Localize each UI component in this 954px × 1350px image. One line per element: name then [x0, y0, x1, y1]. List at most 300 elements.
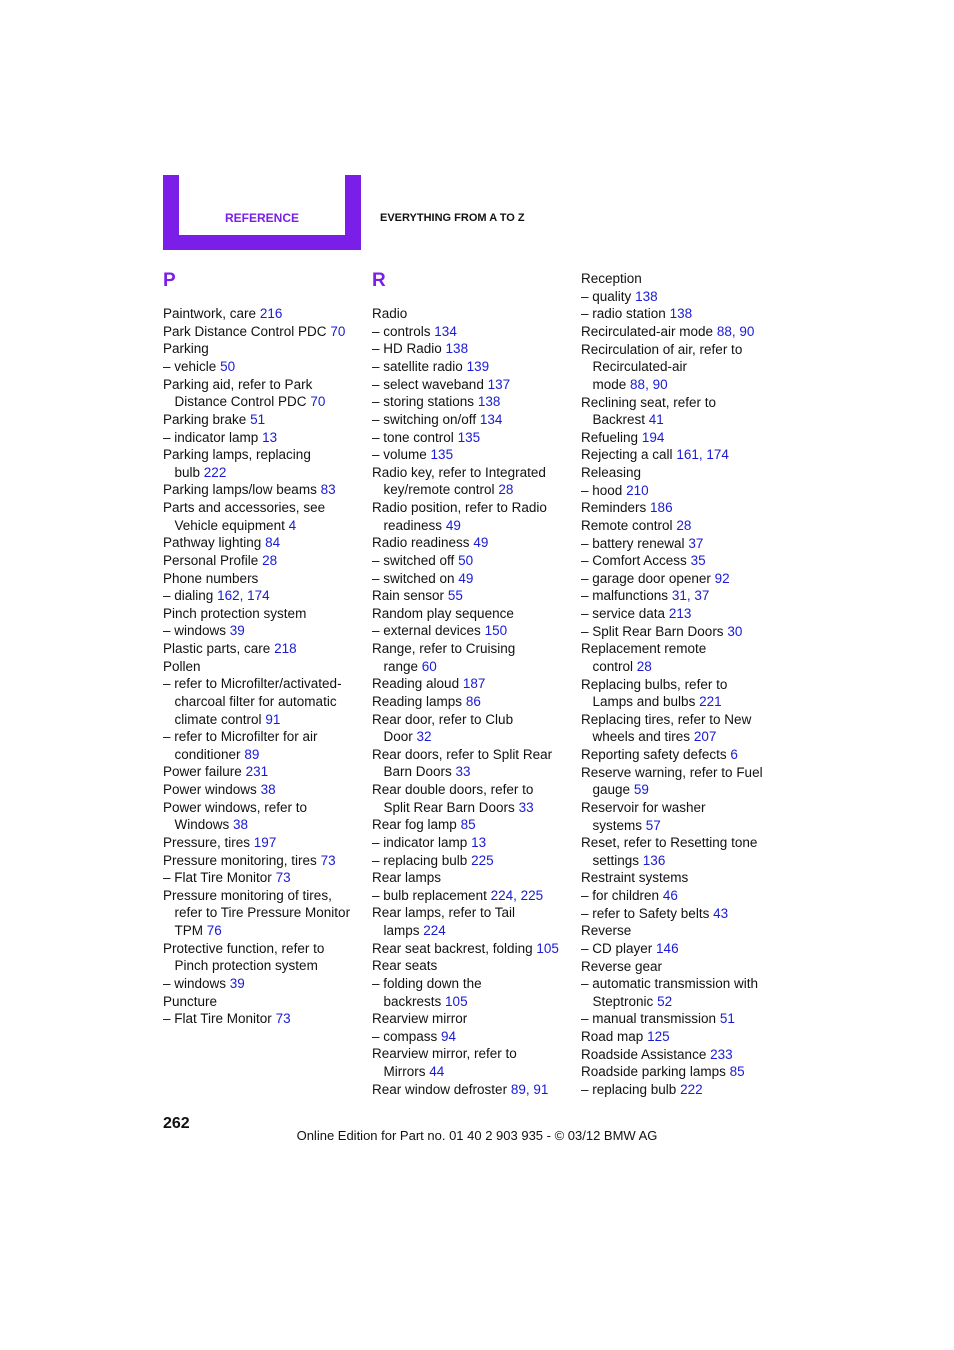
entry-text: Reminders	[581, 500, 647, 516]
entry-text: – satellite radio	[372, 359, 463, 375]
entry-text: – compass	[372, 1028, 438, 1044]
page-ref-link[interactable]: 225	[471, 852, 494, 868]
entry-text: Rear lamps, refer to Tail	[372, 905, 516, 921]
page-ref-link[interactable]: 50	[458, 552, 474, 568]
page-ref-link[interactable]: 224, 225	[490, 887, 544, 903]
entry-text: Rear seat backrest, folding	[372, 940, 533, 956]
entry-text: – switched on	[372, 570, 455, 586]
section-tab	[163, 175, 361, 250]
entry-text: Parts and accessories, see	[163, 500, 326, 516]
entry-text: Power windows	[163, 782, 257, 798]
page-ref-link[interactable]: 49	[445, 517, 461, 533]
page-ref-link[interactable]: 92	[714, 570, 730, 586]
page-ref-link[interactable]: 32	[416, 729, 432, 745]
index-line	[581, 482, 786, 500]
entry-text: Releasing	[581, 465, 642, 481]
entry-text: – switched off	[372, 552, 455, 568]
footer-text: Online Edition for Part no. 01 40 2 903 935 - © 03/12 BMW AG	[296, 1128, 658, 1143]
entry-text: Rear fog lamp	[372, 817, 457, 833]
page-ref-link[interactable]: 39	[229, 975, 245, 991]
index-line	[163, 693, 368, 711]
entry-text: Protective function, refer to	[163, 940, 325, 956]
index-line	[372, 781, 577, 799]
page-ref-link[interactable]: 138	[669, 306, 693, 322]
index-line	[163, 675, 368, 693]
index-line	[163, 852, 368, 870]
page-ref-link[interactable]: 222	[680, 1081, 703, 1097]
index-line	[372, 340, 577, 358]
index-line	[581, 993, 786, 1011]
entry-text: Reservoir for washer	[581, 799, 706, 815]
page-ref-link[interactable]: 218	[274, 641, 297, 657]
page-ref-link[interactable]: 210	[626, 482, 649, 498]
index-line	[581, 764, 786, 782]
index-line	[372, 605, 577, 623]
entry-text: – windows	[163, 975, 227, 991]
index-line	[581, 1081, 786, 1099]
page-ref-link[interactable]: 46	[662, 888, 678, 904]
page-ref-link[interactable]: 105	[445, 993, 468, 1009]
page-ref-link[interactable]: 13	[262, 429, 278, 445]
entry-text: – manual transmission	[581, 1011, 717, 1027]
index-line	[581, 288, 786, 306]
index-line	[581, 728, 786, 746]
entry-text: Power failure	[163, 764, 242, 780]
index-line	[581, 411, 786, 429]
page-ref-link[interactable]: 125	[647, 1029, 670, 1045]
entry-text: – select waveband	[372, 376, 484, 392]
index-line	[581, 305, 786, 323]
entry-text: Parking brake	[163, 411, 247, 427]
entry-text: Paintwork, care	[163, 306, 257, 322]
index-line	[372, 534, 577, 552]
page-ref-link[interactable]: 30	[727, 623, 743, 639]
entry-text: Recirculated-air	[592, 359, 688, 375]
index-line	[372, 852, 577, 870]
page-ref-link[interactable]: 231	[245, 764, 269, 780]
entry-text: – Flat Tire Monitor	[163, 1011, 272, 1027]
page-ref-link[interactable]: 138	[445, 341, 469, 357]
page-ref-link[interactable]: 91	[265, 711, 281, 727]
page-ref-link[interactable]: 88, 90	[630, 376, 668, 392]
index-line	[581, 499, 786, 517]
page-ref-link[interactable]: 28	[498, 482, 514, 498]
entry-text: Reception	[581, 271, 642, 287]
index-line	[163, 887, 368, 905]
index-line	[581, 270, 786, 288]
index-line	[163, 587, 368, 605]
entry-text: Range, refer to Cruising	[372, 641, 516, 657]
page-ref-link[interactable]: 13	[471, 834, 487, 850]
entry-text: Lamps and bulbs	[592, 694, 696, 710]
page-ref-link[interactable]: 50	[220, 359, 236, 375]
page-ref-link[interactable]: 70	[330, 323, 346, 339]
page-ref-link[interactable]: 146	[656, 940, 679, 956]
index-line	[372, 1028, 577, 1046]
index-line	[581, 464, 786, 482]
page-ref-link[interactable]: 139	[466, 359, 490, 375]
entry-text: conditioner	[174, 746, 241, 762]
entry-text: Backrest	[592, 412, 646, 428]
entry-text: Rear seats	[372, 958, 438, 974]
page-ref-link[interactable]: 73	[320, 852, 336, 868]
page-ref-link[interactable]: 137	[487, 376, 511, 392]
page-ref-link[interactable]: 44	[429, 1064, 445, 1080]
entry-text: Rearview mirror, refer to	[372, 1046, 517, 1062]
page-ref-link[interactable]: 197	[253, 834, 277, 850]
page-ref-link[interactable]: 55	[447, 588, 463, 604]
entry-text: bulb	[174, 464, 201, 480]
page-ref-link[interactable]: 49	[458, 570, 474, 586]
index-line	[581, 817, 786, 835]
entry-text: Reserve warning, refer to Fuel	[581, 764, 763, 780]
page-ref-link[interactable]: 4	[288, 517, 297, 533]
index-line	[372, 834, 577, 852]
page-ref-link[interactable]: 86	[465, 693, 481, 709]
index-line	[163, 957, 368, 975]
entry-text: Replacing tires, refer to New	[581, 711, 752, 727]
index-line	[581, 323, 786, 341]
entry-text: Plastic parts, care	[163, 641, 271, 657]
index-line	[163, 746, 368, 764]
page-ref-link[interactable]: 38	[233, 817, 249, 833]
index-line	[163, 816, 368, 834]
page-ref-link[interactable]: 187	[462, 676, 486, 692]
entry-text: – bulb replacement	[372, 887, 487, 903]
page-ref-link[interactable]: 59	[633, 782, 649, 798]
page-ref-link[interactable]: 76	[206, 923, 222, 939]
entry-text: – controls	[372, 323, 431, 339]
entry-text: Radio position, refer to Radio	[372, 500, 547, 516]
entry-text: – Comfort Access	[581, 553, 687, 569]
index-line	[581, 429, 786, 447]
entry-text: Random play sequence	[372, 605, 514, 621]
page-ref-link[interactable]: 52	[657, 993, 673, 1009]
index-line	[372, 763, 577, 781]
entry-text: Roadside Assistance	[581, 1046, 707, 1062]
index-line	[581, 869, 786, 887]
page-ref-link[interactable]: 224	[423, 923, 446, 939]
page-ref-link[interactable]: 37	[688, 535, 704, 551]
entry-text: Reverse	[581, 923, 632, 939]
page-ref-link[interactable]: 28	[262, 552, 278, 568]
entry-text: Replacing bulbs, refer to	[581, 676, 728, 692]
index-line	[372, 993, 577, 1011]
index-line	[581, 376, 786, 394]
page-number: 262	[163, 1115, 190, 1132]
page-ref-link[interactable]: 28	[636, 658, 652, 674]
entry-text: Pollen	[163, 658, 201, 674]
index-line	[163, 534, 368, 552]
index-line	[372, 887, 577, 905]
page-ref-link[interactable]: 162, 174	[217, 588, 270, 604]
entry-text: Pressure, tires	[163, 834, 251, 850]
entry-text: lamps	[383, 923, 420, 939]
index-line	[163, 658, 368, 676]
entry-text: Pressure monitoring of tires,	[163, 887, 332, 903]
entry-text: range	[383, 658, 419, 674]
index-line	[581, 852, 786, 870]
page-ref-link[interactable]: 136	[642, 852, 666, 868]
index-column-3	[581, 270, 786, 1098]
entry-text: Phone numbers	[163, 570, 259, 586]
index-line	[163, 411, 368, 429]
index-line	[581, 975, 786, 993]
index-line	[163, 517, 368, 535]
entry-text: – quality	[581, 288, 632, 304]
index-line	[372, 1081, 577, 1099]
index-line	[581, 799, 786, 817]
page-ref-link[interactable]: 49	[473, 535, 489, 551]
section-label: REFERENCE	[224, 211, 299, 225]
index-line	[372, 869, 577, 887]
entry-text: – refer to Microfilter for air	[163, 729, 318, 745]
index-line	[581, 623, 786, 641]
index-line	[372, 975, 577, 993]
page-ref-link[interactable]: 28	[676, 517, 692, 533]
index-line	[581, 535, 786, 553]
index-line	[581, 922, 786, 940]
index-line	[581, 940, 786, 958]
index-line	[163, 552, 368, 570]
index-line	[581, 958, 786, 976]
index-line	[581, 517, 786, 535]
index-line	[372, 393, 577, 411]
entry-text: Rear lamps	[372, 870, 442, 886]
page-ref-link[interactable]: 186	[650, 500, 673, 516]
page-ref-link[interactable]: 194	[641, 429, 665, 445]
entry-text: Parking lamps, replacing	[163, 447, 311, 463]
index-line	[372, 376, 577, 394]
index-line	[163, 323, 368, 341]
index-line	[581, 358, 786, 376]
index-line	[372, 1045, 577, 1063]
index-line	[372, 728, 577, 746]
entry-text: gauge	[592, 782, 631, 798]
index-line	[163, 993, 368, 1011]
entry-text: Pinch protection system	[163, 605, 307, 621]
entry-text: Radio readiness	[372, 535, 470, 551]
page-ref-link[interactable]: 41	[648, 412, 664, 428]
page-ref-link[interactable]: 70	[310, 394, 326, 410]
index-line	[581, 711, 786, 729]
page-ref-link[interactable]: 89	[244, 746, 260, 762]
page-ref-link[interactable]: 105	[536, 940, 559, 956]
page-ref-link[interactable]: 51	[250, 411, 266, 427]
index-line	[163, 464, 368, 482]
page-ref-link[interactable]: 6	[730, 747, 738, 763]
page-ref-link[interactable]: 135	[430, 447, 454, 463]
entry-text: Replacement remote	[581, 641, 707, 657]
index-line	[372, 499, 577, 517]
page-ref-link[interactable]: 213	[668, 606, 692, 622]
entry-text: Refueling	[581, 429, 639, 445]
index-line	[372, 358, 577, 376]
index-line	[163, 393, 368, 411]
index-line	[163, 622, 368, 640]
entry-text: – refer to Microfilter/activated-	[163, 676, 342, 692]
index-line	[581, 676, 786, 694]
entry-text: Pathway lighting	[163, 535, 262, 551]
index-line	[581, 552, 786, 570]
page-ref-link[interactable]: 94	[441, 1028, 457, 1044]
entry-text: – CD player	[581, 940, 653, 956]
page-ref-link[interactable]: 60	[421, 658, 437, 674]
index-line	[163, 922, 368, 940]
index-line	[163, 904, 368, 922]
entry-text: – radio station	[581, 306, 666, 322]
page-ref-link[interactable]: 135	[457, 429, 481, 445]
entry-text: – switching on/off	[372, 411, 477, 427]
entry-text: Windows	[174, 817, 230, 833]
index-line	[372, 552, 577, 570]
entry-text: – indicator lamp	[372, 834, 468, 850]
entry-text: – for children	[581, 888, 660, 904]
entry-text: wheels and tires	[592, 729, 691, 745]
page-ref-link[interactable]: 150	[484, 623, 508, 639]
page-ref-link[interactable]: 221	[699, 694, 722, 710]
page-ref-link[interactable]: 85	[729, 1064, 745, 1080]
entry-text: Power windows, refer to	[163, 799, 308, 815]
index-line	[581, 394, 786, 412]
entry-text: Radio	[372, 306, 408, 322]
entry-text: Rejecting a call	[581, 447, 673, 463]
entry-text: Steptronic	[592, 993, 654, 1009]
entry-text: Barn Doors	[383, 764, 452, 780]
index-line	[581, 1010, 786, 1028]
index-line	[163, 781, 368, 799]
page-ref-link[interactable]: 35	[690, 553, 706, 569]
page-ref-link[interactable]: 73	[275, 870, 291, 886]
entry-text: – windows	[163, 623, 227, 639]
entry-text: key/remote control	[383, 482, 495, 498]
entry-text: Rearview mirror	[372, 1011, 468, 1027]
entry-text: – volume	[372, 447, 427, 463]
index-line	[163, 570, 368, 588]
entry-text: – vehicle	[163, 359, 217, 375]
index-column-2	[372, 305, 577, 1098]
index-line	[163, 481, 368, 499]
page-ref-link[interactable]: 39	[229, 623, 245, 639]
entry-text: Recirculated-air mode	[581, 324, 714, 340]
entry-text: Rear double doors, refer to	[372, 782, 534, 798]
index-line	[163, 763, 368, 781]
entry-text: – garage door opener	[581, 570, 711, 586]
index-line	[581, 693, 786, 711]
index-line	[163, 499, 368, 517]
page-ref-link[interactable]: 57	[645, 817, 661, 833]
page-ref-link[interactable]: 138	[635, 288, 658, 304]
entry-text: – Flat Tire Monitor	[163, 870, 272, 886]
index-line	[372, 904, 577, 922]
index-line	[163, 834, 368, 852]
page-ref-link[interactable]: 233	[710, 1046, 733, 1062]
index-line	[372, 799, 577, 817]
index-line	[581, 1046, 786, 1064]
index-line	[581, 658, 786, 676]
entry-text: mode	[592, 376, 627, 392]
entry-text: Split Rear Barn Doors	[383, 799, 515, 815]
index-line	[163, 640, 368, 658]
index-line	[372, 816, 577, 834]
index-line	[372, 640, 577, 658]
entry-text: – storing stations	[372, 394, 475, 410]
index-line	[581, 1063, 786, 1081]
page-ref-link[interactable]: 51	[719, 1011, 735, 1027]
index-line	[581, 341, 786, 359]
page-ref-link[interactable]: 222	[203, 464, 227, 480]
entry-text: Recirculation of air, refer to	[581, 341, 743, 357]
entry-text: – dialing	[163, 588, 214, 604]
page-ref-link[interactable]: 207	[693, 729, 717, 745]
index-line	[372, 940, 577, 958]
index-line	[163, 711, 368, 729]
page-ref-link[interactable]: 138	[477, 394, 501, 410]
page-ref-link[interactable]: 84	[265, 535, 281, 551]
index-line	[372, 481, 577, 499]
page-ref-link[interactable]: 31, 37	[671, 588, 710, 604]
page-ref-link[interactable]: 88, 90	[716, 324, 755, 340]
index-line	[581, 746, 786, 764]
index-line	[372, 1063, 577, 1081]
index-line	[581, 570, 786, 588]
index-line	[372, 957, 577, 975]
index-line	[372, 587, 577, 605]
page-ref-link[interactable]: 216	[259, 306, 283, 322]
page-ref-link[interactable]: 83	[320, 482, 336, 498]
index-line	[581, 887, 786, 905]
page-ref-link[interactable]: 134	[434, 323, 457, 339]
entry-text: TPM	[174, 923, 203, 939]
index-line	[372, 622, 577, 640]
index-line	[372, 411, 577, 429]
index-line	[372, 446, 577, 464]
index-line	[372, 693, 577, 711]
page-ref-link[interactable]: 161, 174	[676, 447, 729, 463]
entry-text: Parking lamps/low beams	[163, 482, 317, 498]
page-ref-link[interactable]: 43	[713, 905, 729, 921]
page-ref-link[interactable]: 89, 91	[510, 1081, 549, 1097]
page-ref-link[interactable]: 85	[460, 817, 476, 833]
entry-text: backrests	[383, 993, 442, 1009]
page-ref-link[interactable]: 33	[455, 764, 471, 780]
entry-text: – malfunctions	[581, 588, 669, 604]
entry-text: Rear door, refer to Club	[372, 711, 514, 727]
index-line	[372, 305, 577, 323]
page-ref-link[interactable]: 38	[260, 782, 276, 798]
entry-text: Parking aid, refer to Park	[163, 376, 313, 392]
entry-text: Restraint systems	[581, 870, 689, 886]
entry-text: – service data	[581, 606, 666, 622]
index-line	[581, 834, 786, 852]
entry-text: Parking	[163, 341, 209, 357]
section-tab-inner	[179, 175, 345, 235]
entry-text: Reporting safety defects	[581, 747, 727, 763]
entry-text: Rear window defroster	[372, 1081, 508, 1097]
index-line	[372, 1010, 577, 1028]
index-line	[163, 376, 368, 394]
index-line	[163, 305, 368, 323]
page-ref-link[interactable]: 73	[275, 1011, 291, 1027]
page-ref-link[interactable]: 33	[518, 799, 534, 815]
entry-text: – replacing bulb	[372, 852, 468, 868]
index-line	[581, 446, 786, 464]
page-ref-link[interactable]: 134	[479, 411, 503, 427]
index-line	[163, 940, 368, 958]
entry-text: readiness	[383, 517, 443, 533]
entry-text: control	[592, 658, 634, 674]
entry-text: Park Distance Control PDC	[163, 323, 327, 339]
